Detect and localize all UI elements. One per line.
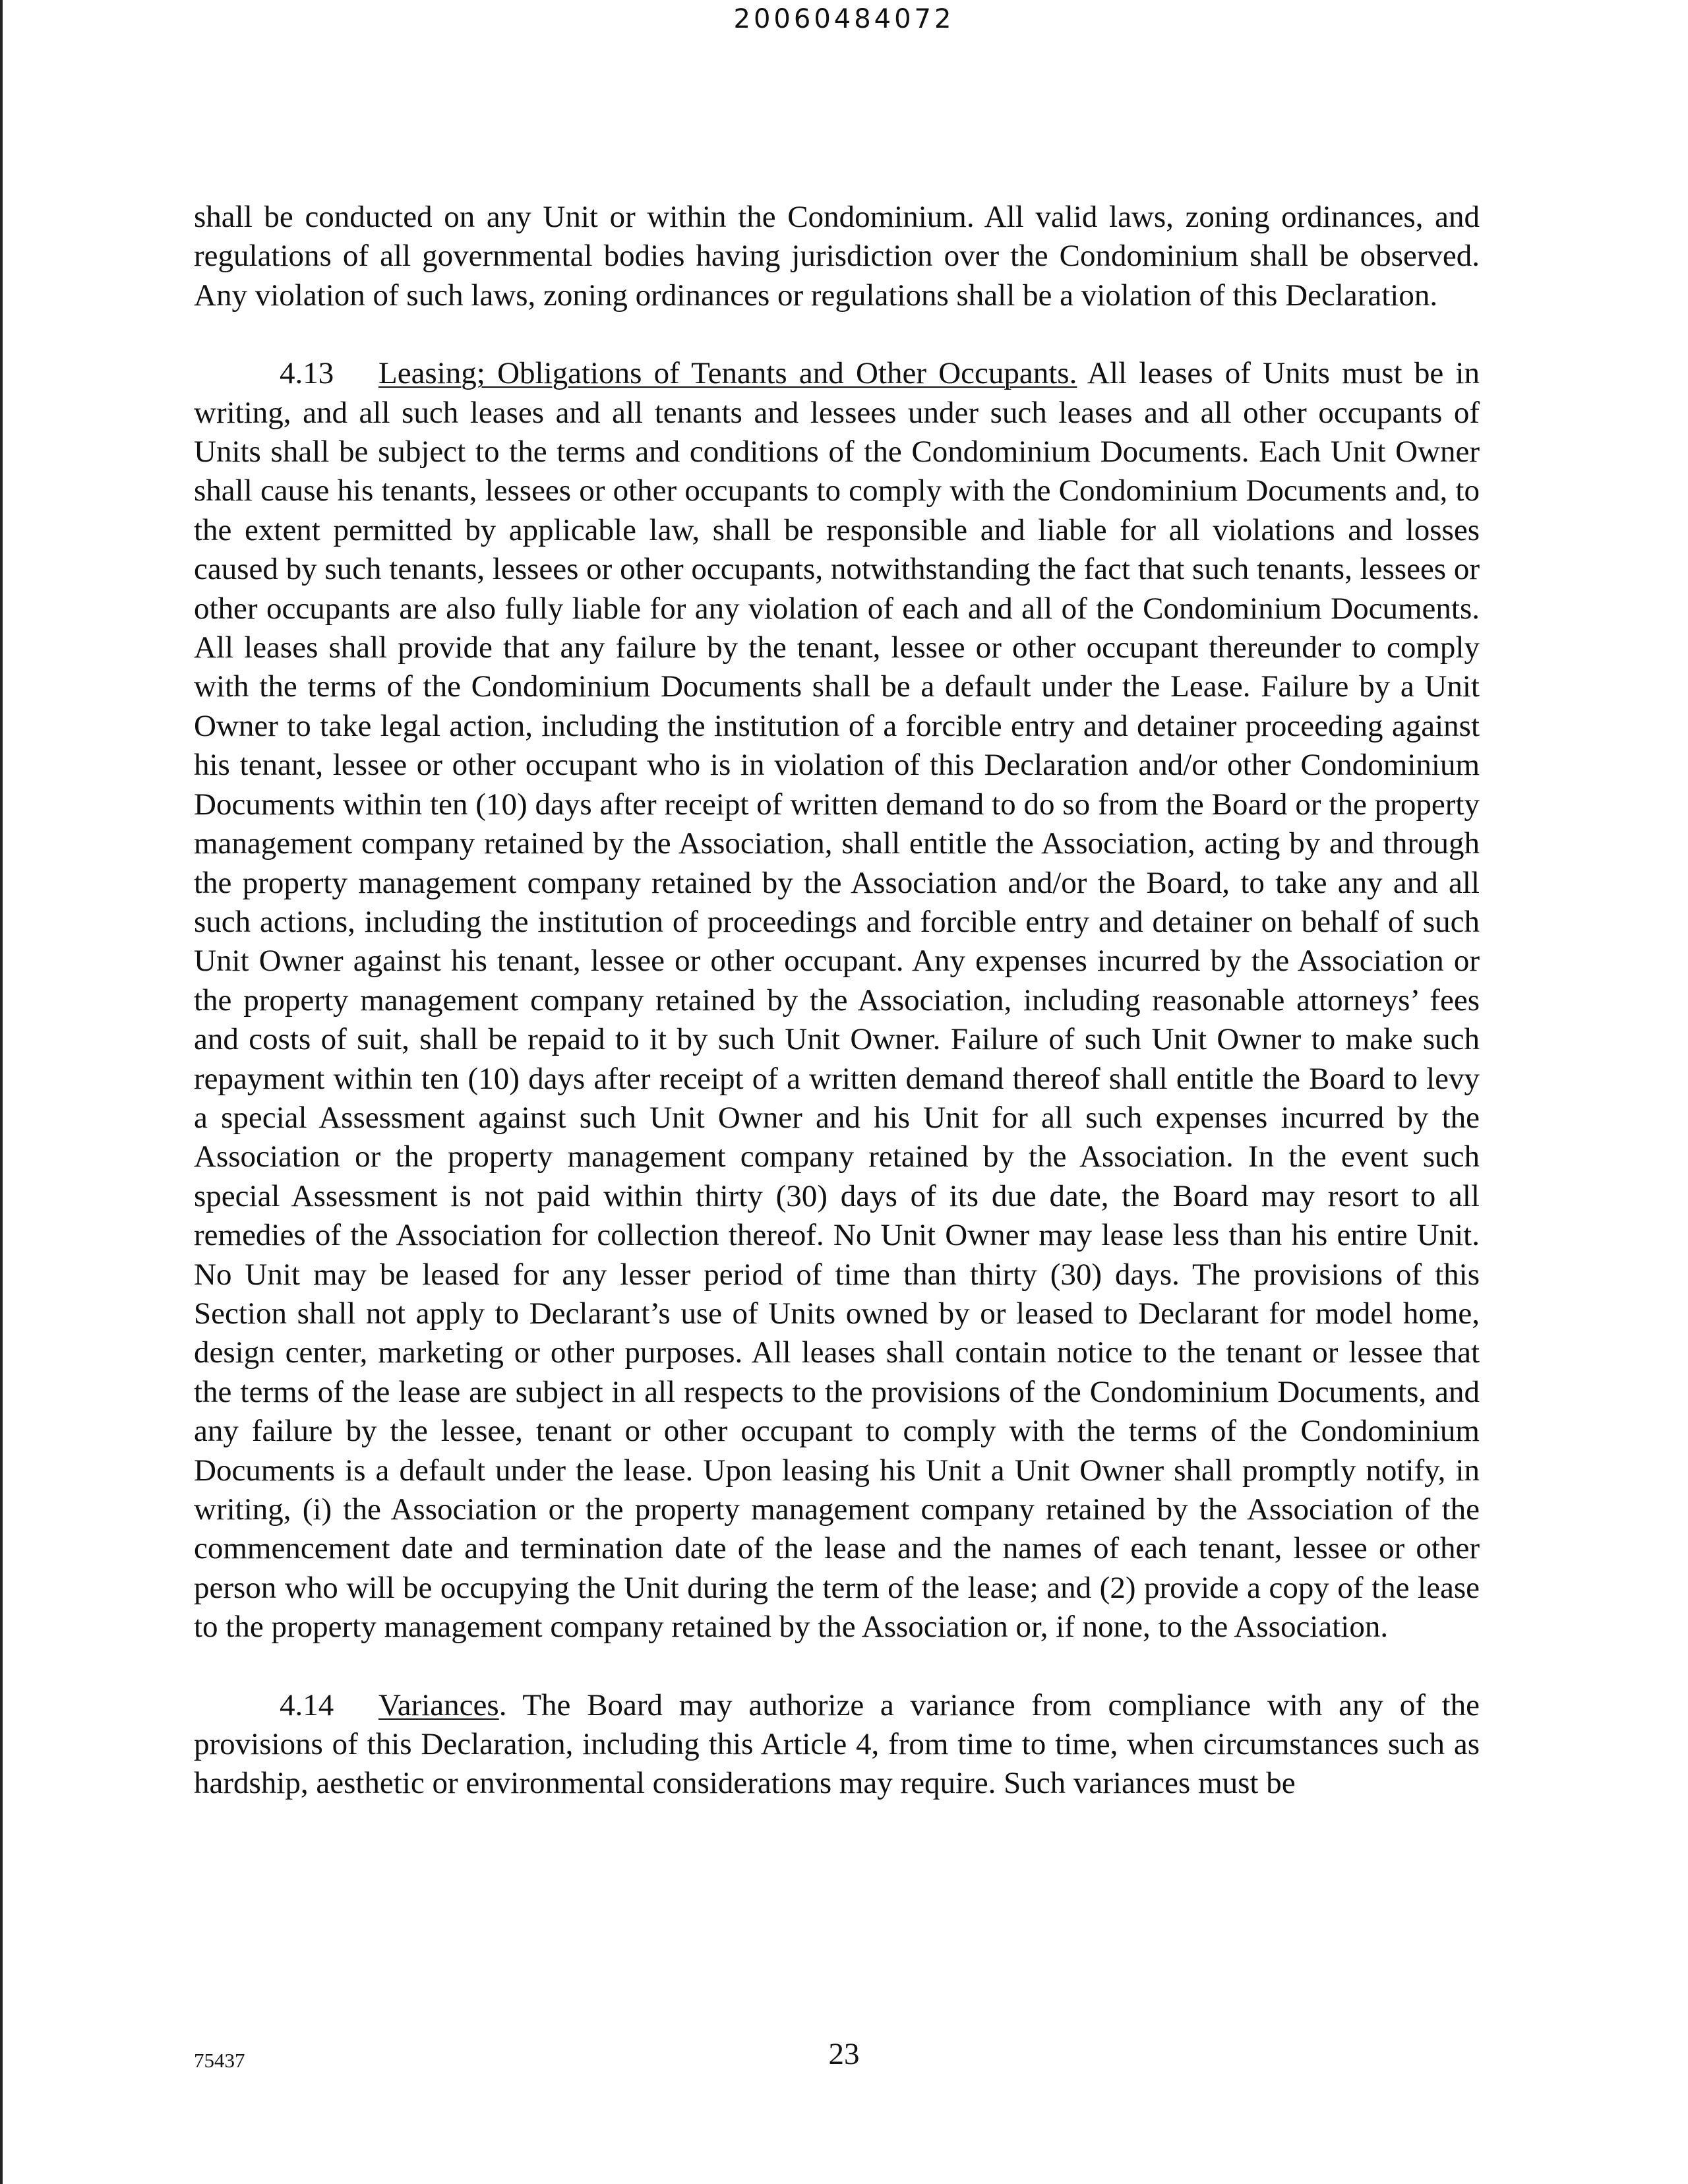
document-body <box>194 198 1480 1842</box>
section-heading: Leasing; Obligations of Tenants and Other Occupants. <box>378 356 1077 391</box>
section-text: . The Board may authorize a variance from compliance with any of the provisions of this Declaration, including this Article 4, from time to time, when circumstances such as hardship, aesthetic or environmental considerations may require. Such variances must be <box>194 1687 1480 1801</box>
footer-doc-id: 75437 <box>194 2049 245 2072</box>
section-text: All leases of Units must be in writing, and all such leases and all tenants and lessees under such leases and all other occupants of Units shall be subject to the terms and conditions of the Condominium Documents. Each Unit Owner shall cause his tenants, lessees or other occupants to comply with the Condominium Documents and, to the extent permitted by applicable law, shall be responsible and liable for all violations and losses caused by such tenants, lessees or other occupants, notwithstanding the fact that such tenants, lessees or other occupants are also fully liable for any violation of each and all of the Condominium Documents. All leases shall provide that any failure by the tenant, lessee or other occupant thereunder to comply with the terms of the Condominium Documents shall be a default under the Lease. Failure by a Unit Owner to take legal action, including the institution of a forcible entry and detainer proceeding against his tenant, lessee or other occupant who is in violation of this Declaration and/or other Condominium Documents within ten (10) days after receipt of written demand to do so from the Board or the property management company retained by the Association, shall entitle the Association, acting by and through the property management company retained by the Association and/or the Board, to take any and all such actions, including the institution of proceedings and forcible entry and detainer on behalf of such Unit Owner against his tenant, lessee or other occupant. Any expenses incurred by the Association or the property management company retained by the Association, including reasonable attorneys’ fees and costs of suit, shall be repaid to it by such Unit Owner. Failure of such Unit Owner to make such repayment within ten (10) days after receipt of a written demand thereof shall entitle the Board to levy a special Assessment against such Unit Owner and his Unit for all such expenses incurred by the Association or the property management company retained by the Association. In the event such special Assessment is not paid within thirty (30) days of its due date, the Board may resort to all remedies of the Association for collection thereof. No Unit Owner may lease less than his entire Unit. No Unit may be leased for any lesser period of time than thirty (30) days. The provisions of this Section shall not apply to Declarant’s use of Units owned by or leased to Declarant for model home, design center, marketing or other purposes. All leases shall contain notice to the tenant or lessee that the terms of the lease are subject in all respects to the provisions of the Condominium Documents, and any failure by the lessee, tenant or other occupant to comply with the terms of the Condominium Documents is a default under the lease. Upon leasing his Unit a Unit Owner shall promptly notify, in writing, (i) the Association or the property management company retained by the Association of the commencement date and termination date of the lease and the names of each tenant, lessee or other person who will be occupying the Unit during the term of the lease; and (2) provide a copy of the lease to the property management company retained by the Association or, if none, to the Association. <box>194 356 1480 1645</box>
section-number: 4.13 <box>280 356 334 391</box>
page-number: 23 <box>828 2037 860 2071</box>
paragraph-text: shall be conducted on any Unit or within the Condominium. All valid laws, zoning ordinances, and regulations of all governmental bodies having jurisdiction over the Condominium shall be observed. Any violation of such laws, zoning ordinances or regulations shall be a violation of this Declaration. <box>194 200 1480 313</box>
section-4-14 <box>194 1686 1480 1804</box>
section-heading: Variances <box>378 1687 499 1722</box>
paragraph-continuation <box>194 198 1480 315</box>
page-edge-rule <box>0 0 3 2184</box>
document-number: 20060484072 <box>733 4 955 34</box>
section-number: 4.14 <box>280 1687 334 1722</box>
section-4-13 <box>194 354 1480 1647</box>
